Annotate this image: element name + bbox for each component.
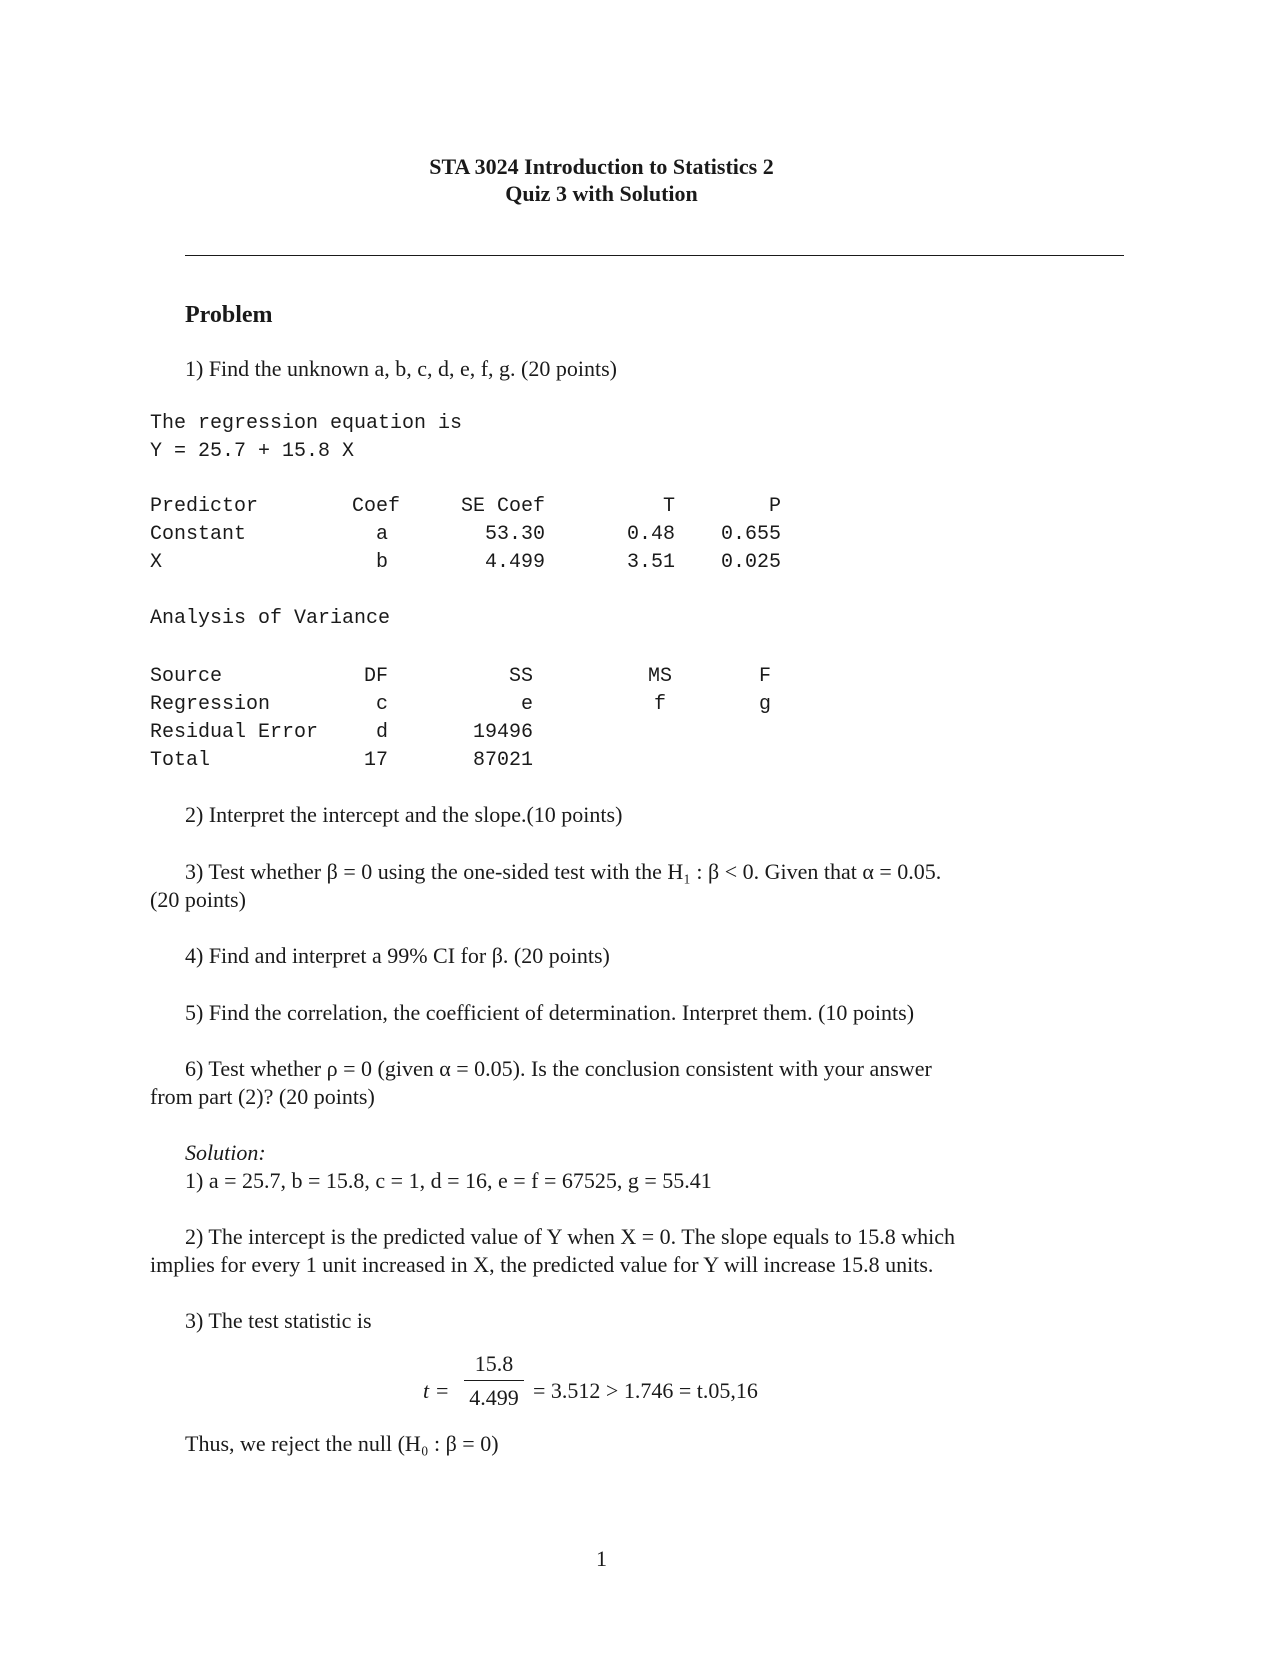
table-cell: 0.655 [720,523,781,546]
col-source: Source [150,665,223,688]
solution-2-line-1: 2) The intercept is the predicted value of Y when X = 0. The slope equals to 15.8 which [185,1224,955,1249]
problem-heading: Problem [185,302,273,328]
solution-3: 3) The test statistic is [185,1308,372,1333]
table-cell: e [520,693,533,716]
document-subtitle: Quiz 3 with Solution [505,181,698,206]
regression-line-1: The regression equation is [150,412,463,435]
document-title: STA 3024 Introduction to Statistics 2 [429,154,774,179]
table-row-x-label: X [150,551,163,574]
solution-2-line-2: implies for every 1 unit increased in X, the predicted value for Y will increase 15.8 units. [150,1252,934,1277]
question-4: 4) Find and interpret a 99% CI for β. (20 points) [185,943,610,968]
fraction-bar [464,1380,524,1381]
table-cell: 17 [363,749,388,772]
table-cell: c [375,693,388,716]
question-2: 2) Interpret the intercept and the slope.(10 points) [185,802,623,827]
question-3-line-1: 3) Test whether β = 0 using the one-sided test with the H₁ : β < 0. Given that α = 0.05. [185,859,942,884]
table-row-constant-label: Constant [150,523,247,546]
col-f: F [758,665,771,688]
question-6-line-1: 6) Test whether ρ = 0 (given α = 0.05). Is the conclusion consistent with your answer [185,1056,932,1081]
question-5: 5) Find the correlation, the coefficient of determination. Interpret them. (10 points) [185,1000,915,1025]
table-row-total-label: Total [150,749,211,772]
table-cell: 87021 [472,749,533,772]
question-1: 1) Find the unknown a, b, c, d, e, f, g. (20 points) [185,356,617,381]
solution-3-conclusion: Thus, we reject the null (H₀ : β = 0) [185,1431,499,1456]
table-cell: 0.025 [720,551,781,574]
question-6-line-2: from part (2)? (20 points) [150,1084,375,1109]
anova-title: Analysis of Variance [150,607,391,630]
title-rule [185,255,1124,256]
table-cell: 53.30 [484,523,545,546]
table-cell: 19496 [472,721,533,744]
col-df: DF [363,665,388,688]
table-cell: g [758,693,771,716]
col-ss: SS [508,665,533,688]
table-row-regression-label: Regression [150,693,271,716]
solution-1: 1) a = 25.7, b = 15.8, c = 1, d = 16, e = f = 67525, g = 55.41 [185,1168,712,1193]
table-cell: f [653,693,666,716]
table-cell: a [375,523,388,546]
table-cell: 4.499 [484,551,545,574]
question-3-line-2: (20 points) [150,887,246,912]
col-t: T [662,495,675,518]
col-se-coef: SE Coef [460,495,545,518]
solution-label: Solution: [185,1140,266,1165]
col-p: P [768,495,781,518]
table-row-residual-label: Residual Error [150,721,319,744]
table-cell: 3.51 [626,551,675,574]
table-cell: 0.48 [626,523,675,546]
table-cell: d [375,721,388,744]
col-predictor: Predictor [150,495,259,518]
col-ms: MS [647,665,672,688]
equation-lhs: t = [423,1378,450,1403]
equation-numerator: 15.8 [474,1351,514,1376]
equation-rhs: = 3.512 > 1.746 = t.05,16 [533,1378,758,1403]
regression-equation: Y = 25.7 + 15.8 X [150,440,355,463]
equation-denominator: 4.499 [469,1385,519,1410]
table-cell: b [375,551,388,574]
col-coef: Coef [351,495,400,518]
page-number: 1 [596,1546,607,1571]
